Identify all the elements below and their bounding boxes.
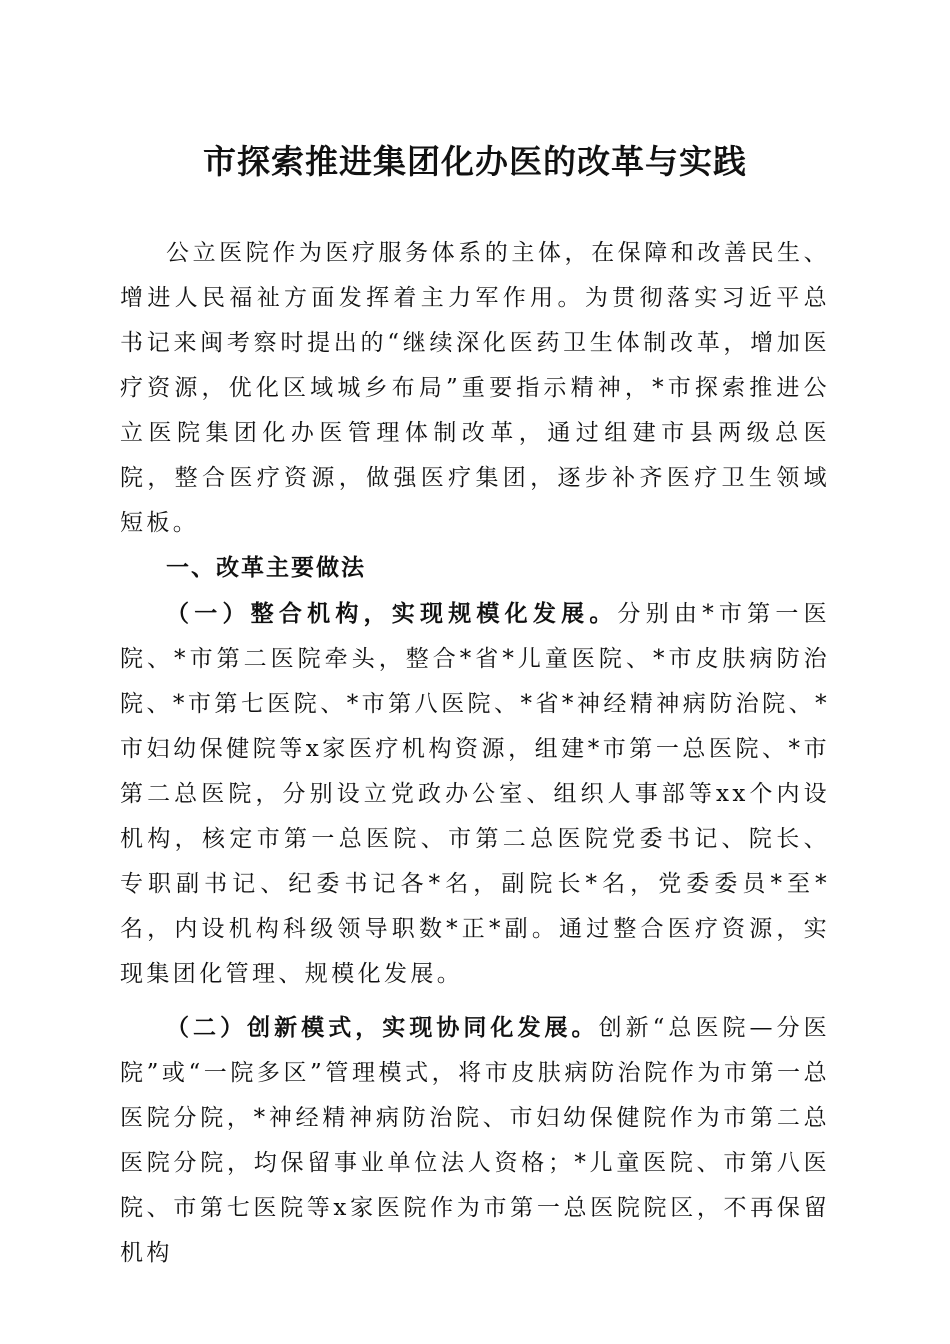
paragraph-two xyxy=(120,1005,830,1276)
paragraph-one-text: 分别由*市第一医院、*市第二医院牵头，整合*省*儿童医院、*市皮肤病防治院、*市第七医院、*市第八医院、*省*神经精神病防治院、*市妇幼保健院等x家医疗机构资源，组建*市第一总医院、*市第二总医院，分别设立党政办公室、组织人事部等xx个内设机构，核定市第一总医院、市第二总医院党委书记、院长、专职副书记、纪委书记各*名，副院长*名，党委委员*至*名，内设机构科级领导职数*正*副。通过整合医疗资源，实现集团化管理、规模化发展。 xyxy=(120,601,830,987)
paragraph-two-lead: （二）创新模式，实现协同化发展。 xyxy=(166,1014,599,1041)
paragraph-one-lead: （一）整合机构，实现规模化发展。 xyxy=(166,600,618,627)
paragraph-two-text: 创新“总医院—分医院”或“一院多区”管理模式，将市皮肤病防治院作为市第一总医院分院，*神经精神病防治院、市妇幼保健院作为市第二总医院分院，均保留事业单位法人资格；*儿童医院、市第八医院、市第七医院等x家医院作为市第一总医院院区，不再保留机构 xyxy=(120,1015,830,1266)
document-body xyxy=(120,231,830,1276)
intro-paragraph: 公立医院作为医疗服务体系的主体，在保障和改善民生、增进人民福祉方面发挥着主力军作用。为贯彻落实习近平总书记来闽考察时提出的“继续深化医药卫生体制改革，增加医疗资源，优化区域城乡布局”重要指示精神，*市探索推进公立医院集团化办医管理体制改革，通过组建市县两级总医院，整合医疗资源，做强医疗集团，逐步补齐医疗卫生领域短板。 xyxy=(120,240,830,536)
document-title: 市探索推进集团化办医的改革与实践 xyxy=(203,142,747,181)
paragraph-one xyxy=(120,591,830,997)
section-heading: 一、改革主要做法 xyxy=(166,555,366,581)
